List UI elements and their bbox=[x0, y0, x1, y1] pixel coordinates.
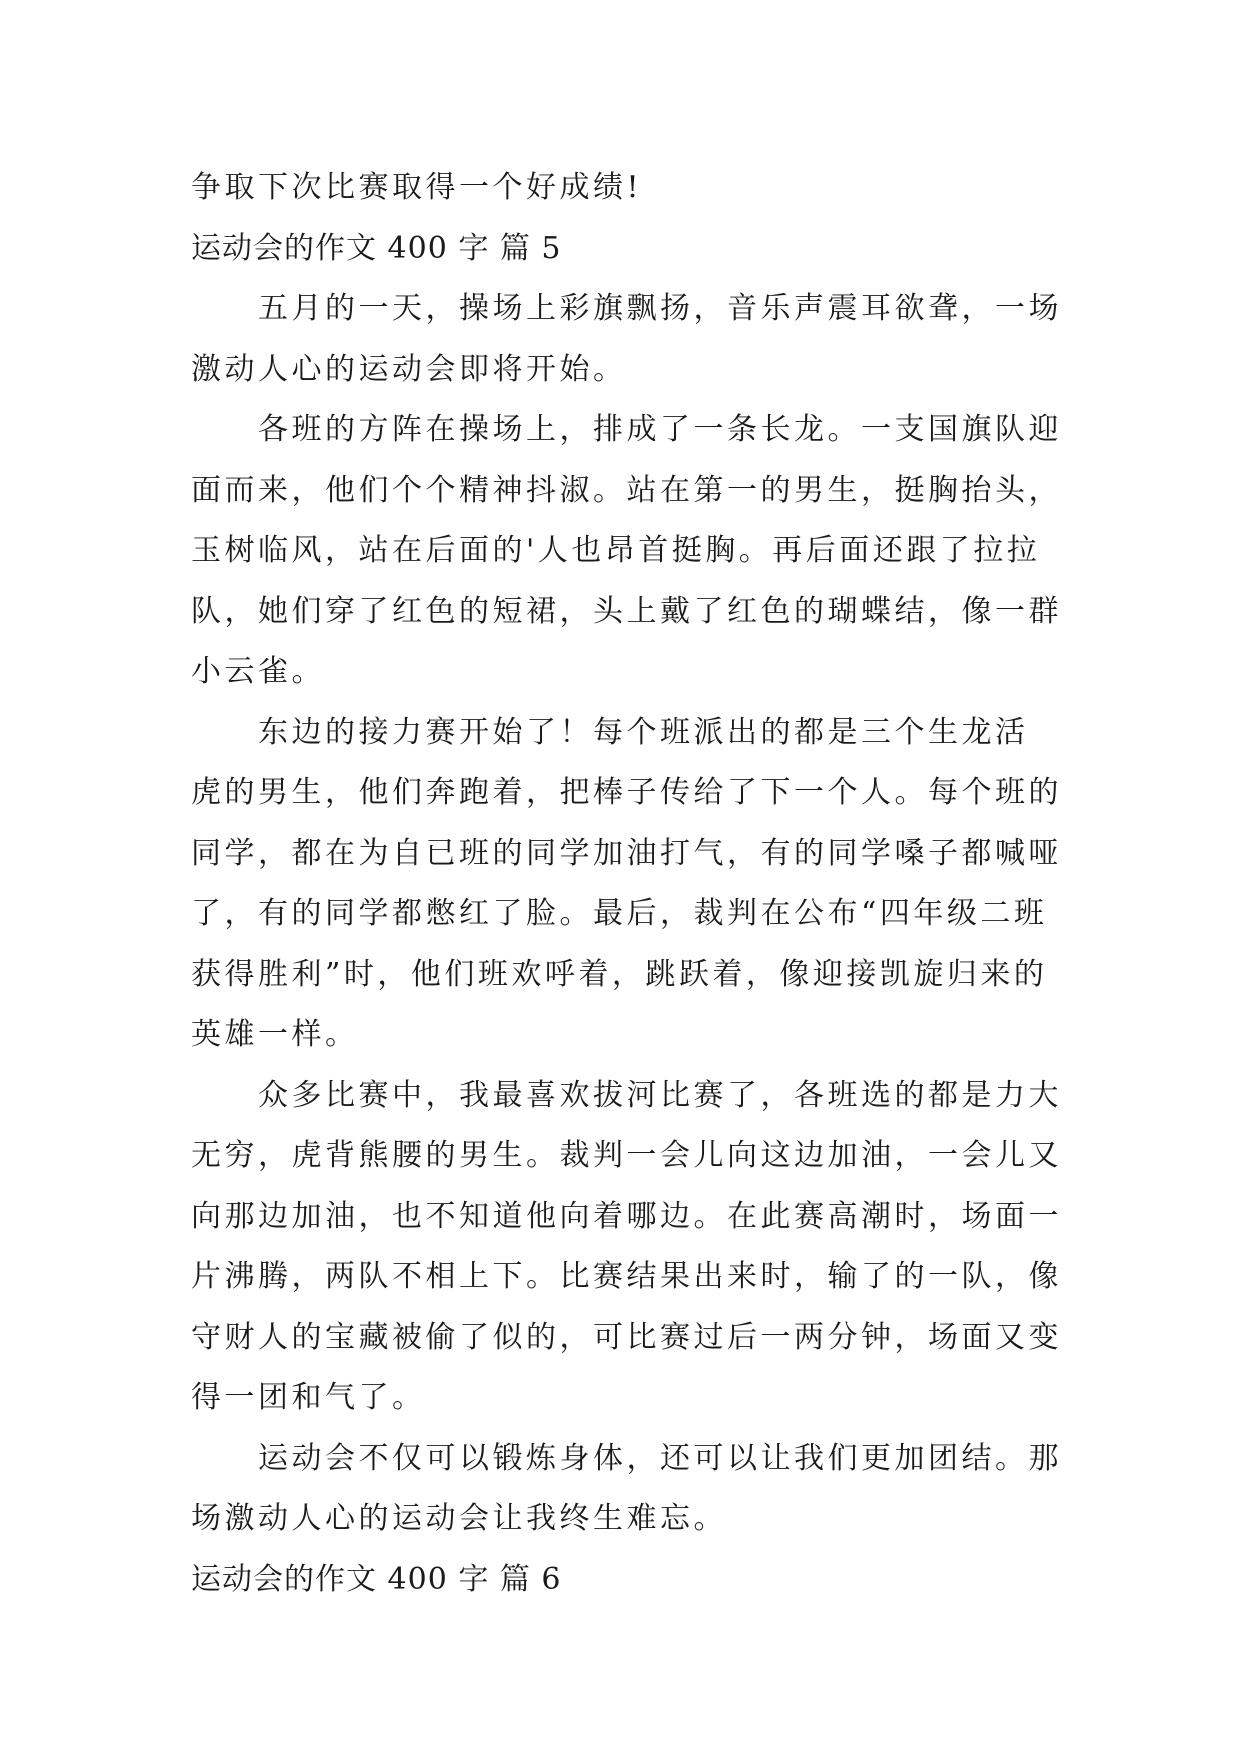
document-body bbox=[191, 158, 1062, 1610]
paragraph-line: 玉树临风，站在后面的'人也昂首挺胸。再后面还跟了拉拉 bbox=[191, 533, 1041, 568]
section-6-heading: 运动会的作文 400 字 篇 6 bbox=[191, 1561, 562, 1597]
paragraph-3 bbox=[191, 703, 1062, 1066]
paragraph-line: 场激动人心的运动会让我终生难忘。 bbox=[191, 1501, 727, 1536]
intro-line: 争取下次比赛取得一个好成绩! bbox=[191, 170, 643, 205]
paragraph-line: 五月的一天，操场上彩旗飘扬，音乐声震耳欲聋，一场 bbox=[191, 291, 1062, 326]
paragraph-line: 守财人的宝藏被偷了似的，可比赛过后一两分钟，场面又变 bbox=[191, 1319, 1062, 1355]
paragraph-1 bbox=[191, 279, 1062, 400]
paragraph-line: 面而来，他们个个精神抖淑。站在第一的男生，挺胸抬头， bbox=[191, 472, 1062, 508]
paragraph-line: 片沸腾，两队不相上下。比赛结果出来时，输了的一队，像 bbox=[191, 1259, 1062, 1294]
paragraph-line: 众多比赛中，我最喜欢拔河比赛了，各班选的都是力大 bbox=[191, 1077, 1062, 1113]
paragraph-line: 队，她们穿了红色的短裙，头上戴了红色的瑚蝶结，像一群 bbox=[191, 593, 1062, 629]
paragraph-line: 运动会不仅可以锻炼身体，还可以让我们更加团结。那 bbox=[191, 1440, 1062, 1476]
paragraph-line: 得一团和气了。 bbox=[191, 1380, 426, 1415]
paragraph-5 bbox=[191, 1429, 1062, 1550]
paragraph-line: 英雄一样。 bbox=[191, 1017, 359, 1052]
paragraph-line: 东边的接力赛开始了！每个班派出的都是三个生龙活 bbox=[191, 714, 1029, 750]
paragraph-line: 同学，都在为自已班的同学加油打气，有的同学嗓子都喊哑 bbox=[191, 835, 1062, 871]
paragraph-line: 了，有的同学都憋红了脸。最后，裁判在公布“四年级二班 bbox=[191, 896, 1048, 931]
paragraph-line: 各班的方阵在操场上，排成了一条长龙。一支国旗队迎 bbox=[191, 412, 1062, 447]
paragraph-line: 向那边加油，也不知道他向着哪边。在此赛高潮时，场面一 bbox=[191, 1198, 1062, 1234]
section-5-heading: 运动会的作文 400 字 篇 5 bbox=[191, 230, 562, 266]
paragraph-line: 激动人心的运动会即将开始。 bbox=[191, 351, 627, 387]
paragraph-line: 无穷，虎背熊腰的男生。裁判一会儿向这边加油，一会儿又 bbox=[191, 1138, 1062, 1173]
paragraph-2 bbox=[191, 400, 1062, 703]
paragraph-4 bbox=[191, 1066, 1062, 1429]
paragraph-line: 虎的男生，他们奔跑着，把棒子传给了下一个人。每个班的 bbox=[191, 775, 1062, 810]
paragraph-line: 获得胜利”时，他们班欢呼着，跳跃着，像迎接凯旋归来的 bbox=[191, 956, 1048, 992]
paragraph-line: 小云雀。 bbox=[191, 654, 325, 689]
